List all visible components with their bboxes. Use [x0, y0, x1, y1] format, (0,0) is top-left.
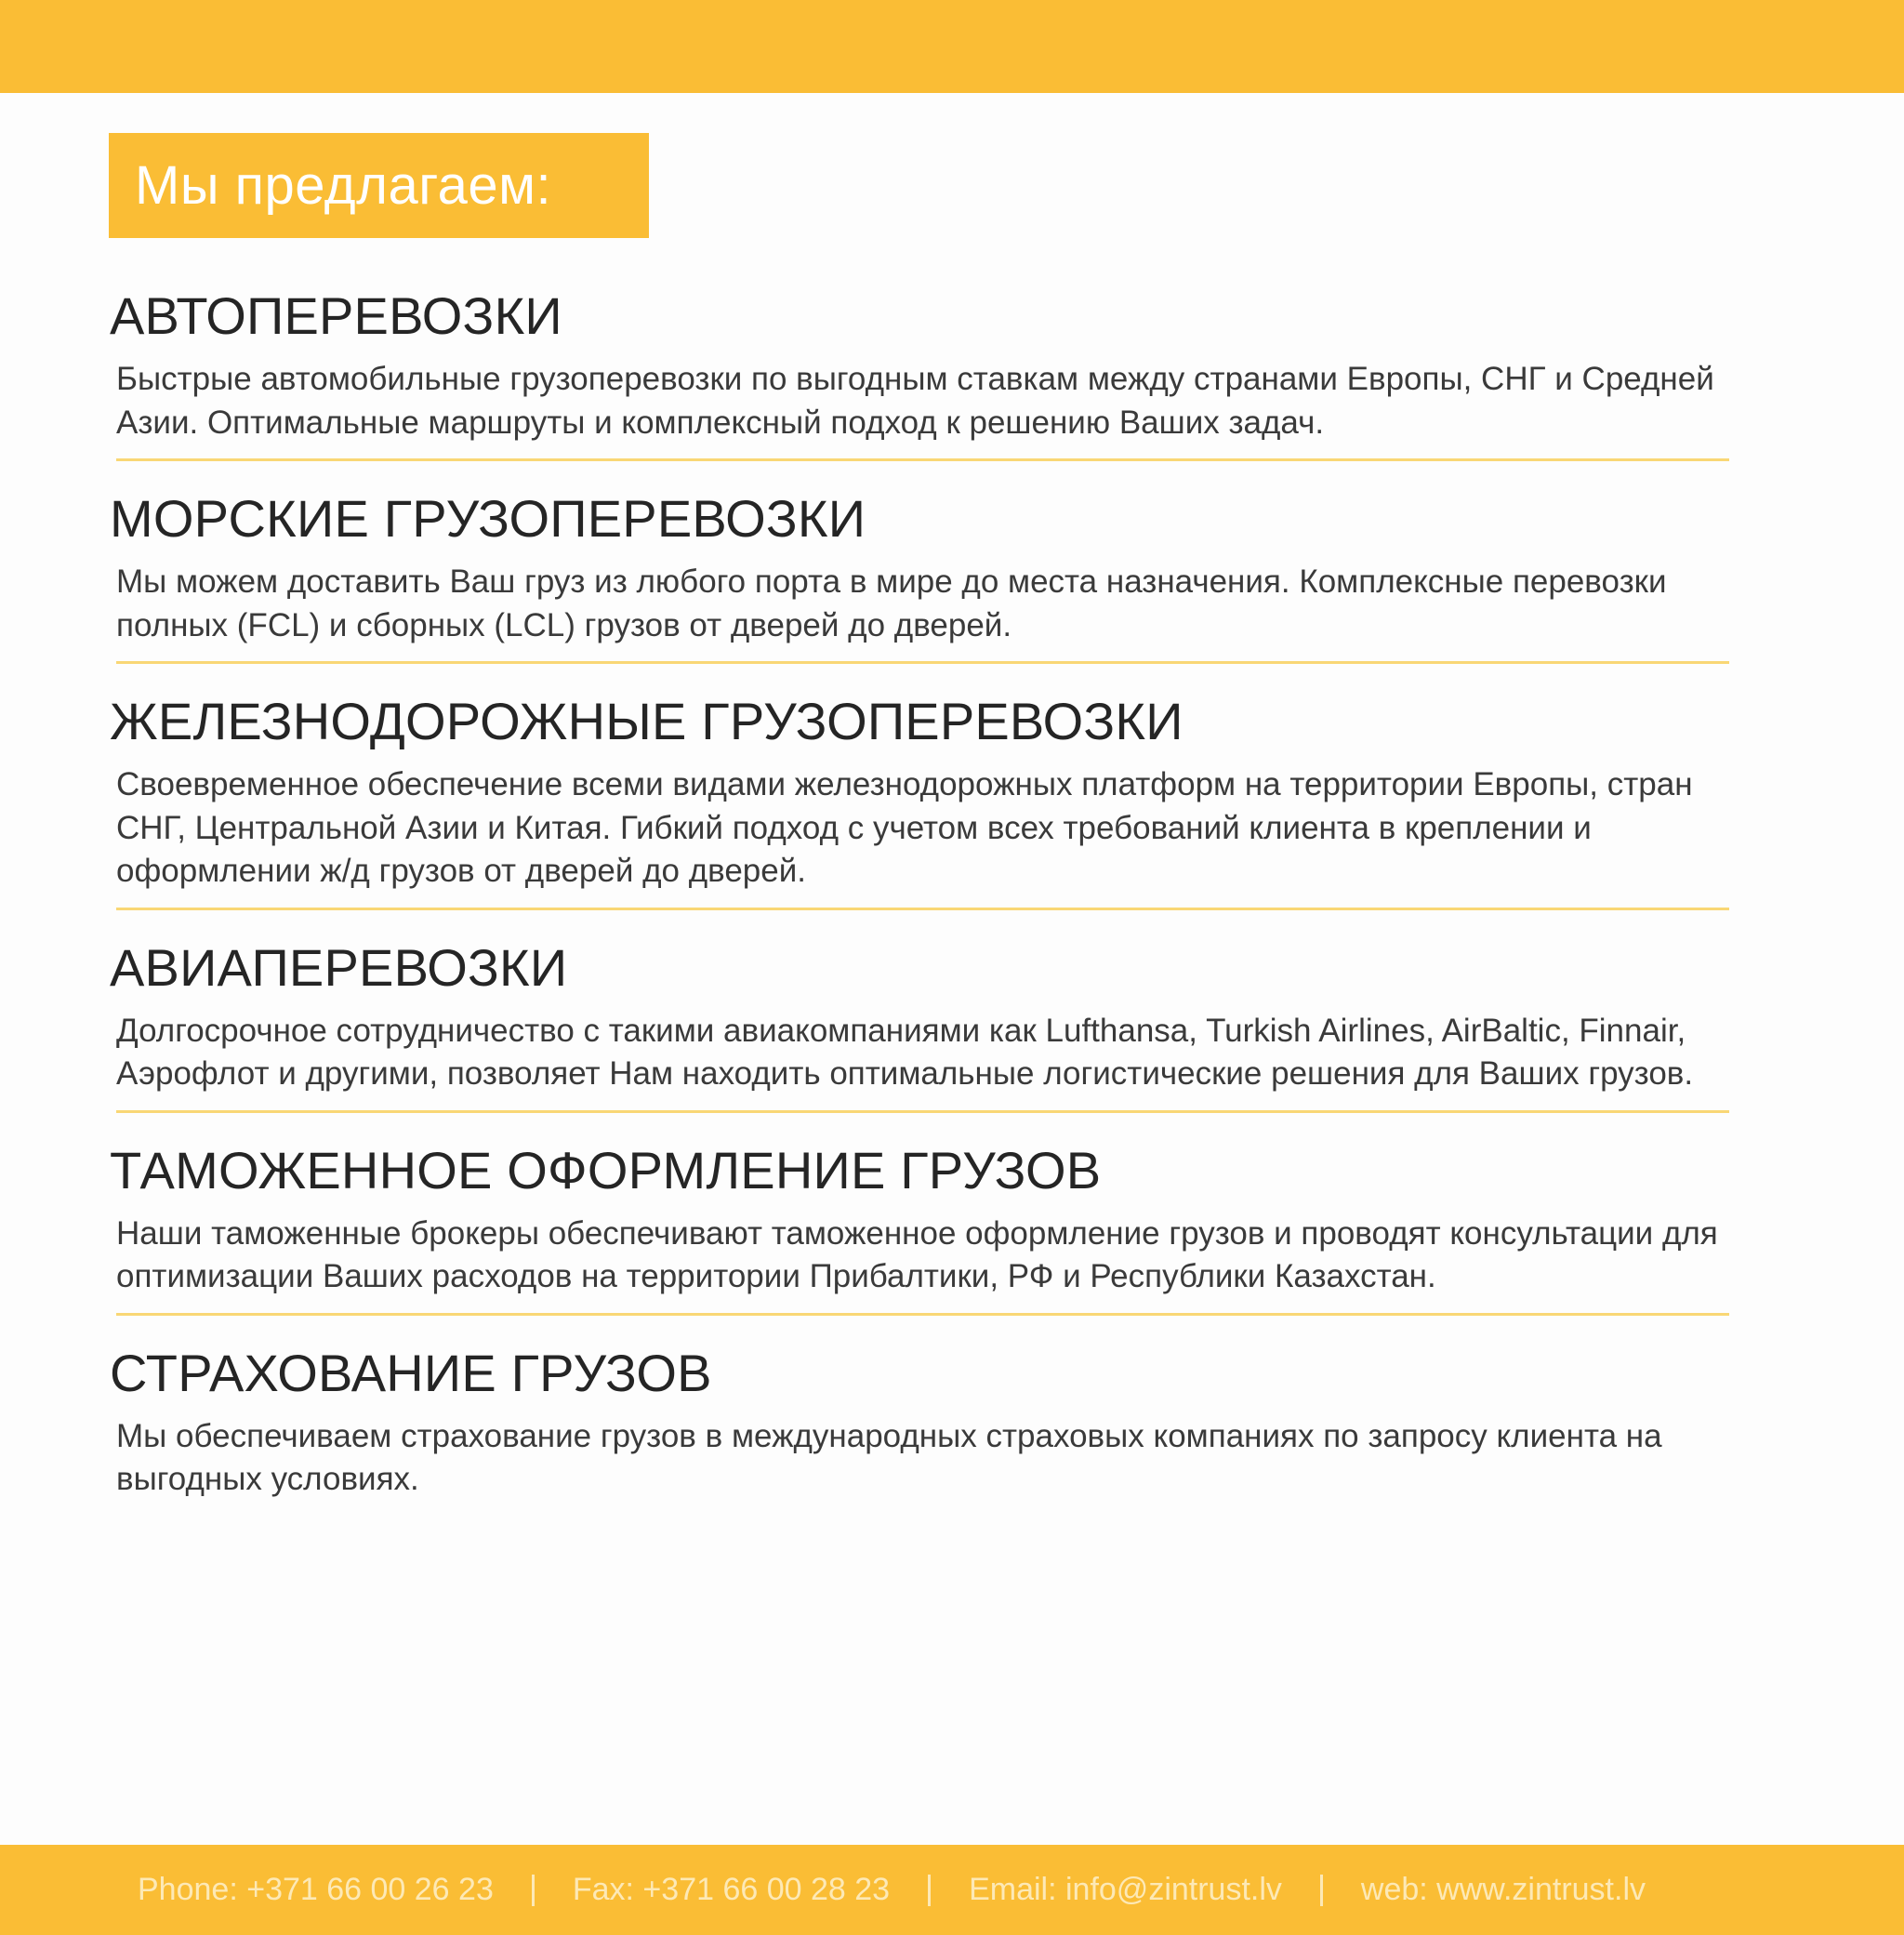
- section-divider: [116, 908, 1729, 910]
- service-title: СТРАХОВАНИЕ ГРУЗОВ: [110, 1343, 712, 1402]
- top-accent-band: [0, 0, 1904, 93]
- service-air: [110, 931, 1727, 1113]
- service-title: АВИАПЕРЕВОЗКИ: [110, 937, 568, 997]
- service-title: МОРСКИЕ ГРУЗОПЕРЕВОЗКИ: [110, 489, 866, 548]
- section-divider: [116, 1110, 1729, 1113]
- offer-badge: [109, 133, 649, 238]
- footer-separator: [928, 1875, 931, 1906]
- service-title: ТАМОЖЕННОЕ ОФОРМЛЕНИЕ ГРУЗОВ: [110, 1140, 1102, 1199]
- service-title: ЖЕЛЕЗНОДОРОЖНЫЕ ГРУЗОПЕРЕВОЗКИ: [110, 692, 1183, 750]
- footer-fax[interactable]: Fax: +371 66 00 28 23: [572, 1872, 891, 1907]
- footer-band: [0, 1845, 1904, 1935]
- footer-contacts: [138, 1845, 1646, 1935]
- service-description: Своевременное обеспечение всеми видами железнодорожных платформ на территории Европы, стран СНГ, Центральной Азии и Китая. Гибкий подход с учетом всех требований клиента в креплении и оформлении ж/д грузов от дверей до дверей.: [116, 766, 1693, 889]
- service-customs: [110, 1133, 1727, 1316]
- section-divider: [116, 1313, 1729, 1316]
- service-description: Быстрые автомобильные грузоперевозки по выгодным ставкам между странами Европы, СНГ и Средней Азии. Оптимальные маршруты и комплексный подход к решению Ваших задач.: [116, 361, 1714, 441]
- footer-separator: [1320, 1875, 1323, 1906]
- service-description: Мы можем доставить Ваш груз из любого порта в мире до места назначения. Комплексные перевозки полных (FCL) и сборных (LCL) грузов от дверей до дверей.: [116, 563, 1667, 643]
- service-title: АВТОПЕРЕВОЗКИ: [110, 286, 562, 345]
- service-sea: [110, 482, 1727, 664]
- services-list: [110, 279, 1727, 1502]
- service-road: [110, 279, 1727, 461]
- service-description: Долгосрочное сотрудничество с такими авиакомпаниями как Lufthansa, Turkish Airlines, AirBaltic, Finnair, Аэрофлот и другими, позволяет Нам находить оптимальные логистические решения для Ваших грузов.: [116, 1012, 1694, 1092]
- service-description: Мы обеспечиваем страхование грузов в международных страховых компаниях по запросу клиента на выгодных условиях.: [116, 1417, 1662, 1497]
- service-description: Наши таможенные брокеры обеспечивают таможенное оформление грузов и проводят консультации для оптимизации Ваших расходов на территории Прибалтики, РФ и Республики Казахстан.: [116, 1214, 1718, 1294]
- section-divider: [116, 661, 1729, 664]
- offer-title: Мы предлагаем:: [135, 155, 552, 216]
- footer-web-link[interactable]: web: www.zintrust.lv: [1360, 1872, 1646, 1907]
- service-insurance: [110, 1336, 1727, 1502]
- footer-email-link[interactable]: Email: info@zintrust.lv: [969, 1872, 1282, 1907]
- footer-phone[interactable]: Phone: +371 66 00 26 23: [138, 1872, 494, 1907]
- service-rail: [110, 684, 1727, 910]
- footer-separator: [532, 1875, 535, 1906]
- section-divider: [116, 458, 1729, 461]
